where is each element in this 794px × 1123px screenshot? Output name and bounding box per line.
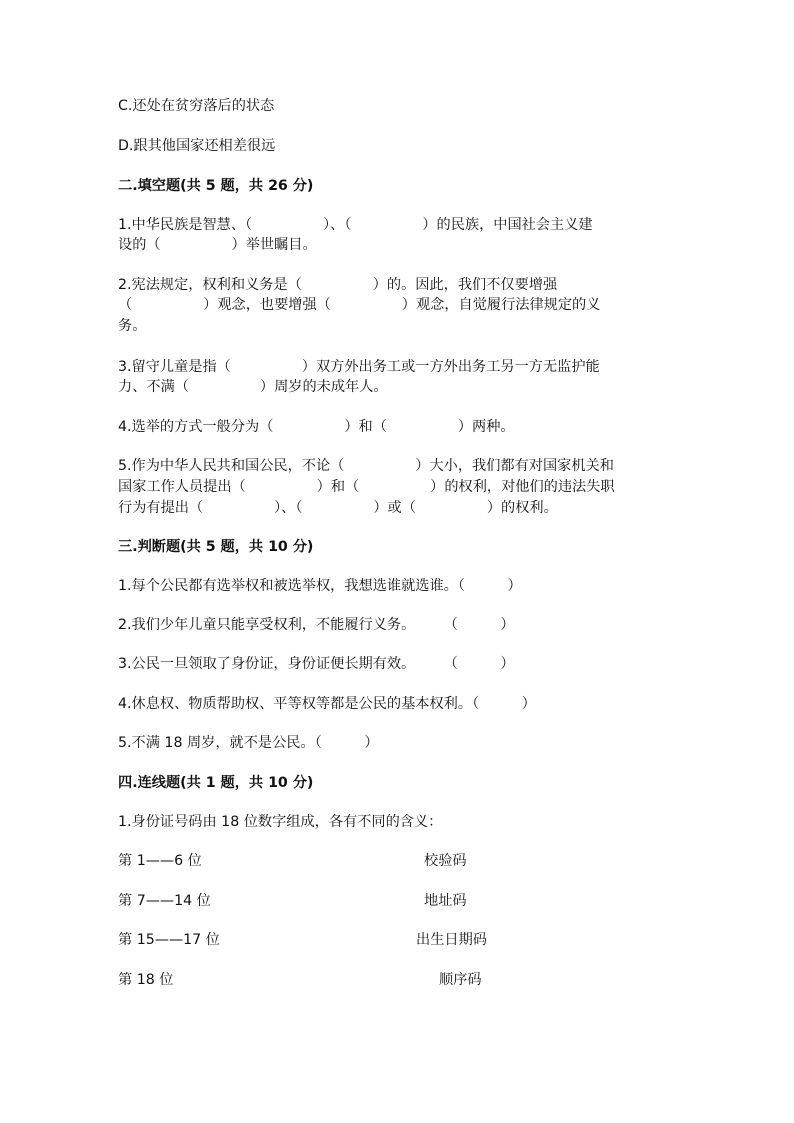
- match-right-1: 校验码: [424, 853, 467, 869]
- s2-q4-line1: 4.选举的方式一般分为（ ）和（ ）两种。: [118, 419, 515, 435]
- match-left-4: 第 18 位: [118, 972, 174, 988]
- match-left-1: 第 1——6 位: [118, 853, 202, 869]
- s3-q3: 3.公民一旦领取了身份证，身份证便长期有效。 （ ）: [118, 656, 515, 672]
- match-left-2: 第 7——14 位: [118, 893, 211, 909]
- s2-q2-line2: （ ）观念，也要增强（ ）观念，自觉履行法律规定的义: [118, 297, 601, 313]
- s2-q5-line3: 行为有提出（ ）、（ ）或（ ）的权利。: [118, 500, 558, 516]
- match-left-3: 第 15——17 位: [118, 932, 220, 948]
- s2-q3-line2: 力、不满（ ）周岁的未成年人。: [118, 379, 388, 395]
- s2-q5-line1: 5.作为中华人民共和国公民，不论（ ）大小，我们都有对国家机关和: [118, 458, 614, 474]
- s3-q1: 1.每个公民都有选举权和被选举权，我想选谁就选谁。（ ）: [118, 578, 522, 594]
- match-right-4: 顺序码: [439, 972, 482, 988]
- section2-heading: 二.填空题(共 5 题，共 26 分): [118, 178, 314, 194]
- s3-q4: 4.休息权、物质帮助权、平等权等都是公民的基本权利。（ ）: [118, 696, 536, 712]
- s2-q2-line1: 2.宪法规定，权利和义务是（ ）的。因此，我们不仅要增强: [118, 277, 558, 293]
- s4-q1: 1.身份证号码由 18 位数字组成，各有不同的含义：: [118, 814, 443, 830]
- section3-heading: 三.判断题(共 5 题，共 10 分): [118, 539, 314, 555]
- s2-q1-line1: 1.中华民族是智慧、（ ）、（ ）的民族，中国社会主义建: [118, 217, 593, 233]
- option-c: C.还处在贫穷落后的状态: [118, 98, 275, 114]
- s2-q2-line3: 务。: [118, 318, 147, 334]
- s3-q2: 2.我们少年儿童只能享受权利，不能履行义务。 （ ）: [118, 617, 515, 633]
- s2-q5-line2: 国家工作人员提出（ ）和（ ）的权利，对他们的违法失职: [118, 479, 615, 495]
- match-right-3: 出生日期码: [416, 932, 487, 948]
- s2-q1-line2: 设的（ ）举世瞩目。: [118, 237, 317, 253]
- option-d: D.跟其他国家还相差很远: [118, 138, 276, 154]
- s3-q5: 5.不满 18 周岁，就不是公民。（ ）: [118, 735, 379, 751]
- s2-q3-line1: 3.留守儿童是指（ ）双方外出务工或一方外出务工另一方无监护能: [118, 359, 600, 375]
- section4-heading: 四.连线题(共 1 题，共 10 分): [118, 775, 314, 791]
- match-right-2: 地址码: [424, 893, 467, 909]
